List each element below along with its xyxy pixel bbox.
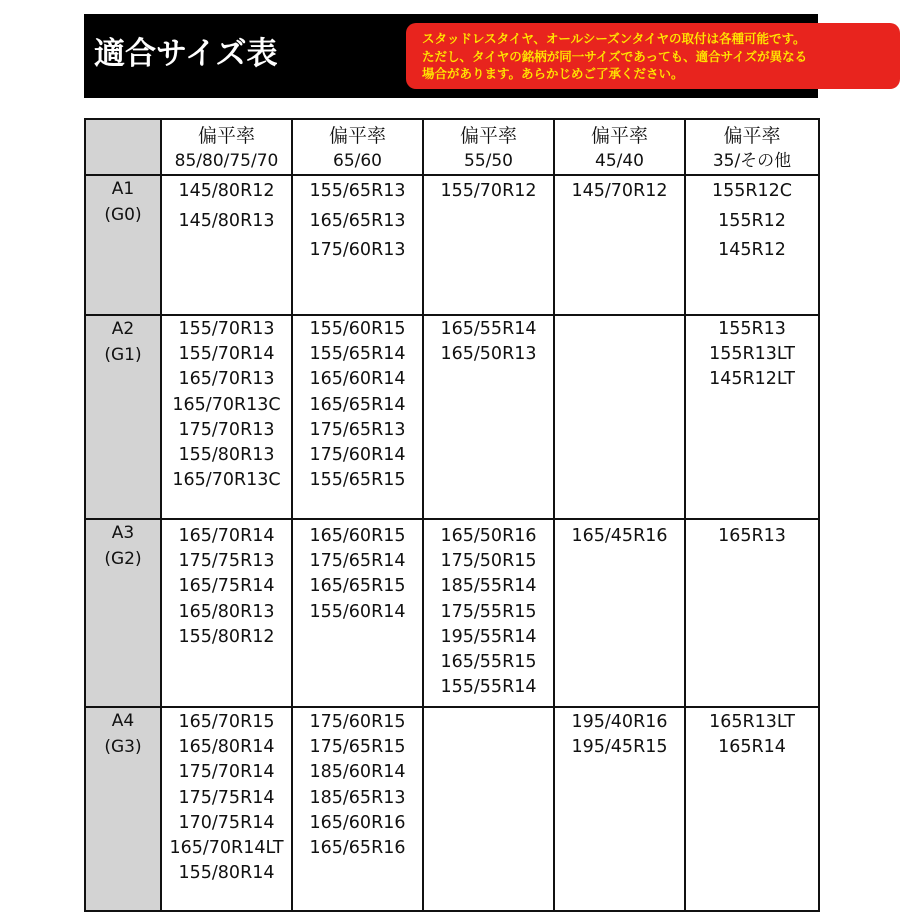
- size-cell: [292, 519, 423, 707]
- tire-size: 155R12C: [711, 181, 793, 201]
- size-cell: [423, 175, 554, 315]
- table-body: [85, 175, 819, 911]
- tire-size: 185/65R13: [309, 787, 406, 808]
- tire-size: 175/70R13: [178, 419, 275, 440]
- corner-cell: [85, 119, 161, 175]
- size-cell: [161, 175, 292, 315]
- tire-size: 155/80R14: [178, 863, 275, 884]
- size-cell: [685, 315, 819, 519]
- size-cell: [292, 707, 423, 911]
- column-header: 偏平率 65/60: [292, 119, 423, 175]
- tire-size: 145R12: [718, 240, 786, 260]
- tire-size: 165/70R13C: [172, 470, 281, 491]
- row-label-id: A3: [111, 523, 135, 543]
- size-cell: [685, 519, 819, 707]
- tire-size: 155/65R14: [309, 344, 406, 365]
- size-cell: [554, 707, 685, 911]
- table-row: [85, 315, 819, 519]
- size-cell: [554, 519, 685, 707]
- tire-size: 170/75R14: [178, 812, 275, 833]
- tire-size: 165/70R14: [178, 526, 275, 546]
- tire-size: 155R12: [718, 210, 786, 231]
- tire-size: 165/70R15: [178, 712, 275, 732]
- notice-line: ただし、タイヤの銘柄が同一サイズであっても、適合サイズが異なる: [422, 48, 808, 64]
- tire-size: 175/60R15: [309, 712, 406, 732]
- tire-size: 155/55R14: [440, 677, 537, 698]
- tire-size: 155/70R12: [440, 181, 537, 201]
- row-label: [85, 707, 161, 911]
- tire-size: 155/65R15: [309, 470, 406, 491]
- row-label: [85, 519, 161, 707]
- tire-size: 175/65R15: [309, 737, 406, 758]
- row-label-code: (G1): [104, 345, 142, 365]
- notice-box: [406, 23, 900, 89]
- column-header: 偏平率 35/その他: [685, 119, 819, 175]
- tire-size: 165/60R15: [309, 526, 406, 546]
- tire-size: 195/55R14: [440, 626, 537, 647]
- tire-size: 165R14: [718, 737, 786, 758]
- tire-size: 165/45R16: [571, 526, 668, 546]
- tire-size: 175/75R13: [178, 551, 275, 572]
- row-label-id: A1: [111, 179, 135, 199]
- size-cell: [685, 707, 819, 911]
- tire-size: 165/70R14LT: [169, 838, 284, 859]
- tire-size: 145R12LT: [709, 369, 795, 390]
- tire-size: 175/70R14: [178, 762, 275, 783]
- tire-size: 175/50R15: [440, 551, 537, 572]
- size-cell: [423, 519, 554, 707]
- tire-size: 165/70R13: [178, 369, 275, 390]
- tire-size: 155/80R12: [178, 626, 275, 647]
- table-row: [85, 707, 819, 911]
- tire-size: 195/40R16: [571, 712, 668, 732]
- tire-size: 185/55R14: [440, 576, 537, 597]
- tire-size: 155/60R14: [309, 601, 406, 622]
- row-label-id: A2: [111, 319, 135, 339]
- row-label: [85, 175, 161, 315]
- size-cell: [423, 315, 554, 519]
- tire-size: 145/80R13: [178, 210, 275, 231]
- size-cell: [423, 707, 554, 911]
- tire-size: 195/45R15: [571, 737, 668, 758]
- tire-size: 175/75R14: [178, 787, 275, 808]
- size-cell: [554, 315, 685, 519]
- notice-line: スタッドレスタイヤ、オールシーズンタイヤの取付は各種可能です。: [422, 31, 806, 46]
- tire-size: 175/65R13: [309, 419, 406, 440]
- size-cell: [161, 707, 292, 911]
- row-label-code: (G0): [104, 205, 142, 225]
- tire-size: 165/55R15: [440, 652, 537, 673]
- tire-size: 175/55R15: [440, 601, 537, 622]
- row-label: [85, 315, 161, 519]
- tire-size: 155/60R15: [309, 319, 406, 339]
- size-cell: [292, 175, 423, 315]
- table-row: [85, 519, 819, 707]
- column-header: 偏平率 85/80/75/70: [161, 119, 292, 175]
- tire-size: 165/60R16: [309, 812, 406, 833]
- tire-size: 165/65R16: [309, 838, 406, 859]
- tire-size: 165/65R14: [309, 394, 406, 415]
- tire-size: 155/70R13: [178, 319, 275, 339]
- tire-size: 175/60R13: [309, 240, 406, 260]
- tire-size: 155R13: [718, 319, 786, 339]
- row-label-code: (G2): [104, 549, 142, 569]
- row-label-id: A4: [111, 711, 135, 731]
- size-table: [84, 118, 820, 912]
- column-header: 偏平率 55/50: [423, 119, 554, 175]
- tire-size: 145/80R12: [178, 181, 275, 201]
- tire-size: 165/80R14: [178, 737, 275, 758]
- tire-size: 165/50R13: [440, 344, 537, 365]
- tire-size: 165/60R14: [309, 369, 406, 390]
- size-cell: [554, 175, 685, 315]
- tire-size: 165/65R13: [309, 210, 406, 231]
- header-banner: [84, 14, 818, 98]
- size-cell: [161, 519, 292, 707]
- column-header: 偏平率 45/40: [554, 119, 685, 175]
- page-title: 適合サイズ表: [94, 36, 278, 72]
- tire-size: 175/60R14: [309, 445, 406, 466]
- tire-size: 165R13LT: [709, 712, 795, 732]
- tire-size: 165/50R16: [440, 526, 537, 546]
- tire-size: 155/65R13: [309, 181, 406, 201]
- tire-size: 165/55R14: [440, 319, 537, 339]
- tire-size: 175/65R14: [309, 551, 406, 572]
- tire-size: 165/80R13: [178, 601, 275, 622]
- notice-line: 場合があります。あらかじめご了承ください。: [422, 66, 684, 81]
- table-header-row: [85, 119, 819, 175]
- tire-size: 155/80R13: [178, 445, 275, 466]
- tire-size: 165/65R15: [309, 576, 406, 597]
- tire-size: 165/70R13C: [172, 394, 281, 415]
- tire-size: 185/60R14: [309, 762, 406, 783]
- row-label-code: (G3): [104, 737, 142, 757]
- table-row: [85, 175, 819, 315]
- tire-size: 155/70R14: [178, 344, 275, 365]
- tire-size: 155R13LT: [709, 344, 795, 365]
- tire-size: 165/75R14: [178, 576, 275, 597]
- size-cell: [685, 175, 819, 315]
- size-cell: [292, 315, 423, 519]
- tire-size: 145/70R12: [571, 181, 668, 201]
- tire-size: 165R13: [718, 526, 786, 546]
- size-cell: [161, 315, 292, 519]
